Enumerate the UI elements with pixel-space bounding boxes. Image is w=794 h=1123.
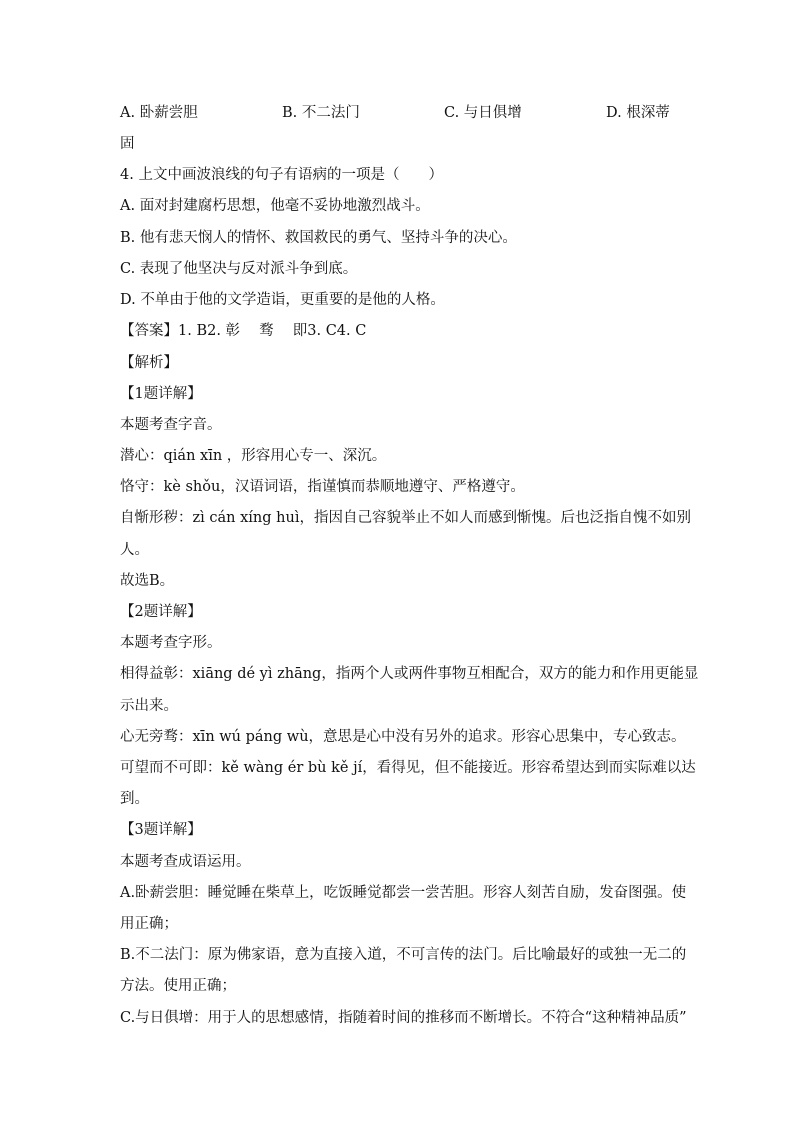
q3-option-d[interactable]: D. 根深蒂 [606, 105, 670, 121]
q3-line-buerfamen-cont: 方法。使用正确； [120, 978, 236, 994]
answer-line: 【答案】1. B2. 彰 骛 即3. C4. C [120, 323, 367, 339]
q2-line-kewangerbukeji: 可望而不可即：kě wàng ér bù kě jí，看得见，但不能接近。形容希望达到而实际难以达 [120, 760, 696, 776]
q4-option-b[interactable]: B. 他有悲天悯人的情怀、救国救民的勇气、坚持斗争的决心。 [120, 230, 517, 246]
q1-line-zicanxinghui-cont: 人。 [120, 542, 149, 558]
q2-intro: 本题考查字形。 [120, 635, 222, 651]
q3-option-c[interactable]: C. 与日俱增 [444, 105, 522, 121]
q3-option-d-continuation: 固 [120, 136, 135, 152]
q3-intro: 本题考查成语运用。 [120, 854, 251, 870]
q3-line-buerfamen: B.不二法门：原为佛家语，意为直接入道，不可言传的法门。后比喻最好的或独一无二的 [120, 947, 687, 963]
q4-option-c[interactable]: C. 表现了他坚决与反对派斗争到底。 [120, 261, 358, 277]
q1-line-qianxin: 潜心：qián xīn ，形容用心专一、深沉。 [120, 448, 387, 464]
q2-line-kewangerbukeji-cont: 到。 [120, 791, 149, 807]
q3-option-a[interactable]: A. 卧薪尝胆 [120, 105, 198, 121]
q2-line-xiangdeyizhang-cont: 示出来。 [120, 698, 178, 714]
q4-option-d[interactable]: D. 不单由于他的文学造诣，更重要的是他的人格。 [120, 292, 445, 308]
q1-line-keshou: 恪守：kè shǒu，汉语词语，指谨慎而恭顺地遵守、严格遵守。 [120, 479, 525, 495]
q1-intro: 本题考查字音。 [120, 417, 222, 433]
q1-heading: 【1题详解】 [120, 386, 202, 402]
q3-line-woxinchangdan: A.卧薪尝胆：睡觉睡在柴草上，吃饭睡觉都尝一尝苦胆。形容人刻苦自励，发奋图强。使 [120, 885, 687, 901]
q1-line-zicanxinghui: 自惭形秽：zì cán xíng huì，指因自己容貌举止不如人而感到惭愧。后也泛指自愧不如别 [120, 510, 691, 526]
q3-heading: 【3题详解】 [120, 822, 202, 838]
q1-conclusion: 故选B。 [120, 573, 175, 589]
q3-option-b[interactable]: B. 不二法门 [282, 105, 360, 121]
q4-option-a[interactable]: A. 面对封建腐朽思想，他毫不妥协地激烈战斗。 [120, 198, 430, 214]
q4-stem: 4. 上文中画波浪线的句子有语病的一项是（ ） [120, 167, 443, 183]
analysis-heading: 【解析】 [120, 355, 178, 371]
q2-line-xiangdeyizhang: 相得益彰：xiāng dé yì zhāng，指两个人或两件事物互相配合，双方的能力和作用更能显 [120, 666, 699, 682]
q2-line-xinwupangwu: 心无旁骛：xīn wú páng wù，意思是心中没有另外的追求。形容心思集中，专心致志。 [120, 729, 686, 745]
q3-line-yurijuzeng: C.与日俱增：用于人的思想感情，指随着时间的推移而不断增长。不符合“这种精神品质” [120, 1010, 687, 1026]
q3-line-woxinchangdan-cont: 用正确； [120, 916, 178, 932]
q2-heading: 【2题详解】 [120, 604, 202, 620]
